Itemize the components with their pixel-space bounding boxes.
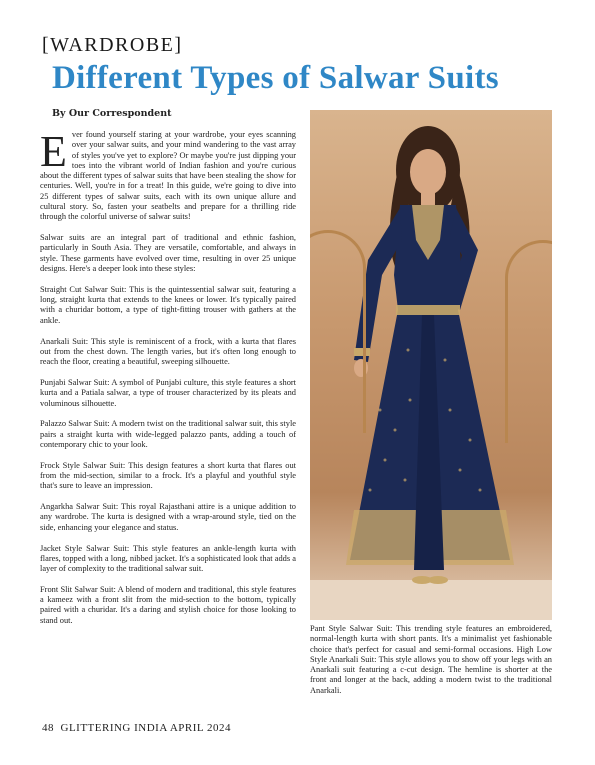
drop-cap: E: [40, 127, 67, 176]
page-footer: [42, 722, 231, 734]
intro-paragraph: [40, 127, 296, 223]
paragraph: Angarkha Salwar Suit: This royal Rajasthani attire is a unique addition to any wardrobe. The kurta is designed with a wrap-around style, tied on the side, enhancing your elegance and status.: [40, 502, 296, 532]
paragraph: Anarkali Suit: This style is reminiscent of a frock, with a kurta that flares out from the chest down. The length varies, but it's often long enough to reach the floor, creating a beautiful, sweeping silhouette.: [40, 336, 296, 367]
intro-text: ver found yourself staring at your wardrobe, your eyes scanning over your salwar suits, and your mind wandering to the vast array of styles you've yet to explore? Or maybe you're just dipping your toes into the vibrant world of Indian fashion and you're curious about the different types of salwar suits that have been stealing the show for centuries. Well, you're in for a treat! In this guide, we're going to dive into 25 different types of salwar suits, each with its own unique allure and cultural story. So, fasten your seatbelts and prepare for a thrilling ride through the colorful universe of salwar suits!: [40, 130, 296, 222]
article-body-right-column: Pant Style Salwar Suit: This trending style features an embroidered, normal-length kurta with short pants. It's a minimalist yet fashionable choice that's perfect for casual and semi-formal occasions. High Low Style Anarkali Suit: This style allows you to show off your legs with an Anarkali suit featuring a c-cut design. The hemline is shorter at the front and longer at the back, adding a modern twist to the traditional Anarkali.: [310, 624, 552, 695]
magazine-issue: GLITTERING INDIA APRIL 2024: [60, 722, 231, 734]
paragraph: Straight Cut Salwar Suit: This is the quintessential salwar suit, featuring a long, straight kurta that extends to the knees or lower. It's typically paired with a churidar bottom, a type of tight-fitting trouser with gathers at the ankle.: [40, 284, 296, 325]
paragraph: Palazzo Salwar Suit: A modern twist on the traditional salwar suit, this style pairs a straight kurta with wide-legged palazzo pants, adding a touch of contemporary chic to your look.: [40, 419, 296, 449]
paragraph: Jacket Style Salwar Suit: This style features an ankle-length kurta with flares, topped with a long, nibbed jacket. It's a sophisticated look that adds a layer of complexity to the traditional salwar suit.: [40, 543, 296, 574]
paragraph: Frock Style Salwar Suit: This design features a short kurta that flares out from the mid-section, similar to a frock. It's a playful and youthful style that's sure to leave an impression.: [40, 460, 296, 491]
paragraph: Punjabi Salwar Suit: A symbol of Punjabi culture, this style features a short kurta and a Patiala salwar, a type of trouser characterized by its pleats and voluminous silhouette.: [40, 377, 296, 408]
byline: By Our Correspondent: [52, 108, 172, 119]
paragraph: Salwar suits are an integral part of traditional and ethnic fashion, particularly in South Asia. They are versatile, comfortable, and always in style. These garments have evolved over time, resulting in over 25 unique designs. Here's a deeper look into these styles:: [40, 233, 296, 274]
background-arch: [310, 230, 366, 433]
article-body-left-column: [40, 127, 296, 637]
page-number: 48: [42, 722, 54, 734]
section-label: [WARDROBE]: [42, 34, 183, 56]
background-arch: [505, 240, 552, 443]
fashion-photo: [310, 110, 552, 620]
paragraph: Front Slit Salwar Suit: A blend of modern and traditional, this style features a kameez with a front slit from the mid-section to the bottom, typically paired with a churidar. It's a daring and stylish choice for those looking to stand out.: [40, 584, 296, 625]
article-title: Different Types of Salwar Suits: [52, 60, 499, 96]
